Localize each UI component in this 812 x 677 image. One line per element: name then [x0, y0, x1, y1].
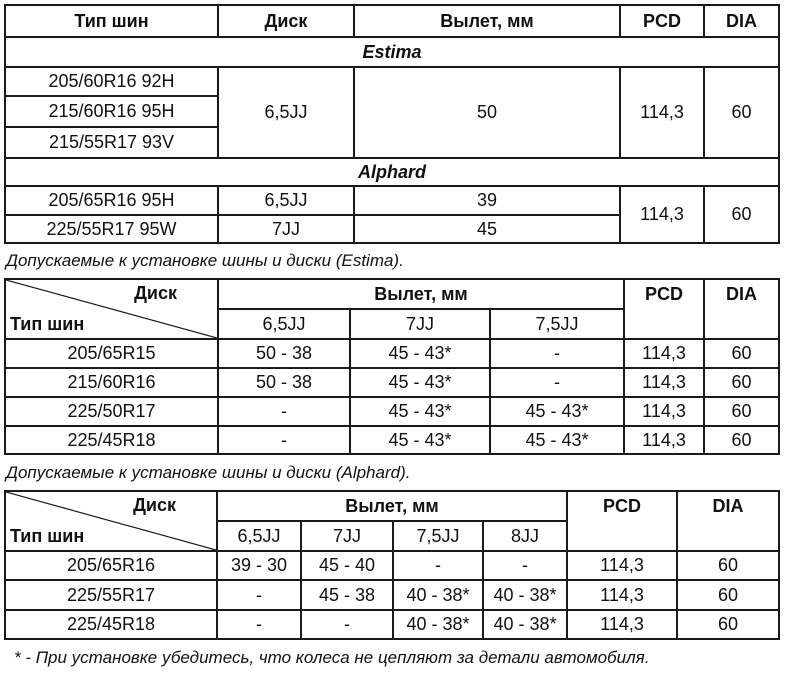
value-cell: 45 - 43* [350, 426, 490, 454]
tire-cell: 225/50R17 [5, 397, 218, 426]
header-disk: Диск [218, 5, 354, 37]
tire-cell: 215/60R16 [5, 368, 218, 397]
header-dia: DIA [704, 279, 779, 339]
value-cell: 45 - 43* [490, 397, 624, 426]
pcd-cell: 114,3 [567, 551, 677, 580]
tire-cell: 225/45R18 [5, 426, 218, 454]
value-cell: 45 - 38 [301, 580, 393, 610]
value-cell: 45 - 43* [350, 397, 490, 426]
pcd-cell: 114,3 [624, 426, 704, 454]
value-cell: 45 - 43* [350, 339, 490, 368]
value-cell: 45 - 43* [490, 426, 624, 454]
width-header: 7JJ [350, 309, 490, 339]
tire-cell: 205/65R16 [5, 551, 217, 580]
width-header: 6,5JJ [217, 521, 301, 551]
header-offset: Вылет, мм [354, 5, 620, 37]
header-pcd: PCD [624, 279, 704, 339]
value-cell: 40 - 38* [393, 610, 483, 639]
dia-cell: 60 [704, 397, 779, 426]
value-cell: - [301, 610, 393, 639]
corner-tire-label: Тип шин [10, 314, 85, 334]
tire-cell: 225/55R17 [5, 580, 217, 610]
disk-cell: 6,5JJ [218, 67, 354, 158]
tire-cell: 215/55R17 93V [5, 127, 218, 158]
corner-header [5, 491, 217, 551]
caption-alphard: Допускаемые к установке шины и диски (Alphard). [6, 463, 411, 482]
header-pcd: PCD [567, 491, 677, 551]
tire-cell: 225/55R17 95W [5, 215, 218, 243]
dia-cell: 60 [704, 339, 779, 368]
pcd-cell: 114,3 [624, 368, 704, 397]
corner-header [5, 279, 218, 339]
disk-cell: 6,5JJ [218, 186, 354, 215]
value-cell: 40 - 38* [483, 580, 567, 610]
tire-cell: 225/45R18 [5, 610, 217, 639]
section-estima: Estima [5, 37, 779, 67]
dia-cell: 60 [704, 368, 779, 397]
offset-cell: 45 [354, 215, 620, 243]
width-header: 7,5JJ [490, 309, 624, 339]
offset-cell: 39 [354, 186, 620, 215]
dia-cell: 60 [677, 580, 779, 610]
value-cell: 50 - 38 [218, 339, 350, 368]
pcd-cell: 114,3 [567, 580, 677, 610]
header-pcd: PCD [620, 5, 704, 37]
value-cell: - [483, 551, 567, 580]
caption-estima: Допускаемые к установке шины и диски (Estima). [6, 251, 404, 270]
width-header: 6,5JJ [218, 309, 350, 339]
pcd-cell: 114,3 [624, 397, 704, 426]
dia-cell: 60 [704, 67, 779, 158]
dia-cell: 60 [677, 551, 779, 580]
value-cell: 45 - 40 [301, 551, 393, 580]
tire-table-oem [4, 4, 780, 244]
header-dia: DIA [704, 5, 779, 37]
footnote: * - При установке убедитесь, что колеса не цепляют за детали автомобиля. [14, 648, 650, 667]
pcd-cell: 114,3 [624, 339, 704, 368]
tire-cell: 205/65R15 [5, 339, 218, 368]
dia-cell: 60 [677, 610, 779, 639]
tire-table-alphard [4, 490, 780, 640]
width-header: 7,5JJ [393, 521, 483, 551]
section-alphard: Alphard [5, 158, 779, 186]
value-cell: 40 - 38* [393, 580, 483, 610]
value-cell: 40 - 38* [483, 610, 567, 639]
value-cell: - [218, 426, 350, 454]
value-cell: - [218, 397, 350, 426]
tire-cell: 215/60R16 95H [5, 96, 218, 127]
corner-disk-label: Диск [133, 495, 176, 515]
header-offset: Вылет, мм [218, 279, 624, 309]
dia-cell: 60 [704, 186, 779, 243]
pcd-cell: 114,3 [620, 186, 704, 243]
offset-cell: 50 [354, 67, 620, 158]
value-cell: - [217, 610, 301, 639]
pcd-cell: 114,3 [567, 610, 677, 639]
header-dia: DIA [677, 491, 779, 551]
header-tire-type: Тип шин [5, 5, 218, 37]
value-cell: 50 - 38 [218, 368, 350, 397]
disk-cell: 7JJ [218, 215, 354, 243]
corner-tire-label: Тип шин [10, 526, 85, 546]
width-header: 7JJ [301, 521, 393, 551]
value-cell: - [490, 339, 624, 368]
value-cell: - [393, 551, 483, 580]
value-cell: - [217, 580, 301, 610]
value-cell: 39 - 30 [217, 551, 301, 580]
value-cell: - [490, 368, 624, 397]
corner-disk-label: Диск [134, 283, 177, 303]
tire-cell: 205/65R16 95H [5, 186, 218, 215]
tire-table-estima [4, 278, 780, 455]
width-header: 8JJ [483, 521, 567, 551]
header-offset: Вылет, мм [217, 491, 567, 521]
tire-cell: 205/60R16 92H [5, 67, 218, 96]
pcd-cell: 114,3 [620, 67, 704, 158]
value-cell: 45 - 43* [350, 368, 490, 397]
dia-cell: 60 [704, 426, 779, 454]
